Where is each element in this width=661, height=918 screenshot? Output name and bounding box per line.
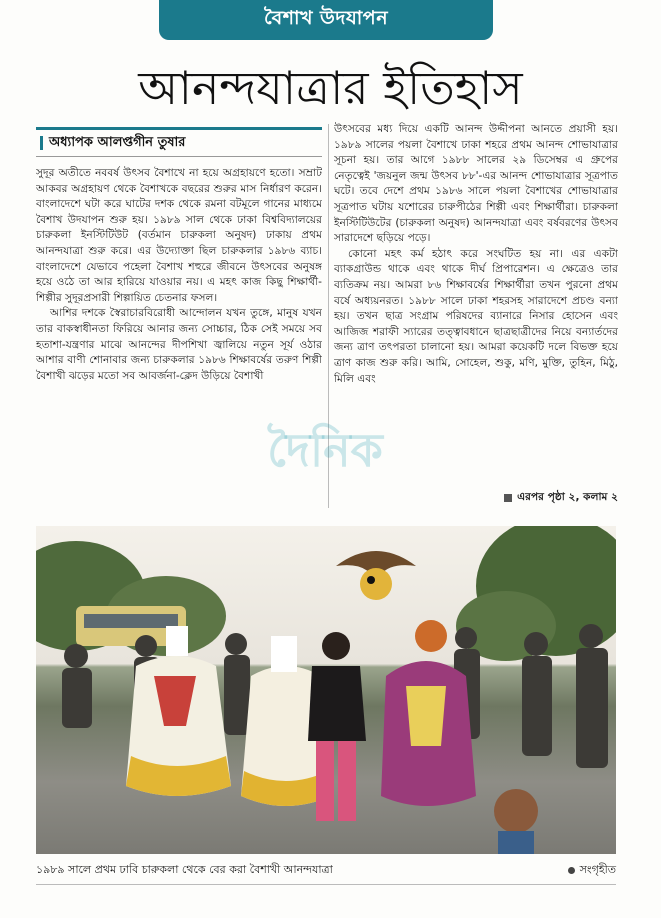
continuation-link[interactable]	[334, 488, 618, 508]
watermark: দৈনিক	[267, 423, 383, 477]
photo-caption-row	[36, 858, 616, 882]
procession-photo-illustration	[36, 526, 616, 854]
byline-accent-bar	[40, 136, 43, 150]
continuation-label: এরপর পৃষ্ঠা ২, কলাম ২	[517, 490, 618, 503]
byline-box	[36, 127, 322, 157]
paragraph: আশির দশকে স্বৈরাচারবিরোধী আন্দোলন যখন তুঙ্গে, মানুষ যখন তার বাকস্বাধীনতা ফিরিয়ে আনার জন্য সোচ্চার, ঠিক সেই সময়ে সব হতাশা-যন্ত্রণার মাঝে আনন্দের দীপশিখা জ্বালিয়ে নতুন সূর্য ওঠার আশার বাণী শোনাবার জন্য চারুকলার ১৯৮৬ শিক্ষাবর্ষের তরুণ শিল্পী বৈশাখী ঝড়ের মতো সব আবর্জনা-ক্লেদ উড়িয়ে বৈশাখী	[36, 307, 322, 382]
photo-credit-label: সংগৃহীত	[579, 862, 616, 876]
section-banner-label: বৈশাখ উদযাপন	[263, 7, 389, 29]
article-column-right	[334, 122, 618, 486]
section-banner	[159, 0, 493, 40]
paragraph: কোনো মহৎ কর্ম হঠাৎ করে সংঘটিত হয় না। এর একটা ব্যাকগ্রাউন্ড থাকে এবং থাকে দীর্ঘ প্রিপারেশন। এ ক্ষেত্রেও তার ব্যতিক্রম নয়। আমরা ৮৬ শিক্ষাবর্ষের শিক্ষার্থীরা তখন পুরনো প্রথম বর্ষে অধ্যয়নরত। ১৯৮৮ সালে ঢাকা শহরসহ সারাদেশে প্রচণ্ড বন্যা হয়। তখন ছাত্র সংগ্রাম পরিষদের ব্যানারে নিসার হোসেন এবং আজিজ শরাফী স্যারের তত্ত্বাবধানে ছাত্রছাত্রীদের নিয়ে বন্যার্তদের জন্য ত্রাণ তৎপরতা চালানো হয়। আমরা কয়েকটি দলে বিভক্ত হয়ে ত্রাণ কাজ শুরু করি। আমি, সোহেল, শুকু, মণি, মুক্তি, তুহিন, মিঠু, মিলি এবং	[334, 247, 618, 385]
square-bullet-icon	[504, 494, 512, 502]
paragraph: সুদূর অতীতে নববর্ষ উৎসব বৈশাখে না হয়ে অগ্রহায়ণে হতো। সম্রাট আকবর অগ্রহায়ণ থেকে বৈশাখকে বছরের শুরুর মাস নির্ধারণ করেন। বাংলাদেশে ঘটা করে ঘাটের দশক থেকে রমনা বটমূলে গানের মাধ্যমে বৈশাখ উদযাপন শুরু হয়। ১৯৮৯ সাল থেকে ঢাকা বিশ্ববিদ্যালয়ের চারুকলা ইনস্টিটিউট (বর্তমান চারুকলা অনুষদ) ঢাকায় প্রথম আনন্দযাত্রা শুরু করে। এর উদ্যোক্তা ছিল চারুকলার ১৯৮৬ ব্যাচ। বাংলাদেশে যেভাবে পহেলা বৈশাখ শহুরে জীবনে উৎসবের অনুষঙ্গ হয়ে ওঠে তা আর হারিয়ে যাওয়ার নয়। এ মহৎ কাজ কিছু শিক্ষার্থী-শিল্পীর সুদূরপ্রসারী শিল্পায়িত চেতনার ফসল।	[36, 167, 322, 304]
paragraph: উৎসবের মধ্য দিয়ে একটি আনন্দ উদ্দীপনা আনতে প্রয়াসী হয়। ১৯৮৯ সালের পয়লা বৈশাখে ঢাকা শহরে প্রথম আনন্দ শোভাযাত্রার সূচনা হয়। তার আগে ১৯৮৮ সালের ২৯ ডিসেম্বর এ গ্রুপের নেতৃত্বেই 'জয়নুল জন্ম উৎসব ৮৮'-এর আনন্দ শোভাযাত্রার সূত্রপাত ঘটে। তবে দেশে প্রথম ১৯৮৬ সালে পয়লা বৈশাখের শোভাযাত্রার সূত্রপাত ঘটায় যশোরের চারুপীঠের শিল্পী এবং শিক্ষার্থীরা। চারুকলা ইনস্টিটিউটের (চারুকলা অনুষদ) আনন্দযাত্রা এবং বর্ষবরণের উৎসব সারাদেশে ছড়িয়ে পড়ে।	[334, 123, 618, 245]
article-headline: আনন্দযাত্রার ইতিহাস	[138, 61, 523, 115]
photo-caption: ১৯৮৯ সালে প্রথম ঢাবি চারুকলা থেকে বের করা বৈশাখী আনন্দযাত্রা	[36, 862, 333, 876]
procession-photo	[36, 526, 616, 854]
bottom-rule	[36, 884, 616, 885]
article-byline: অধ্যাপক আলপ্তগীন তুষার	[49, 134, 186, 150]
photo-credit	[568, 861, 616, 880]
column-divider	[328, 124, 329, 508]
bullet-dot-icon	[568, 867, 575, 874]
article-column-left	[36, 166, 322, 506]
